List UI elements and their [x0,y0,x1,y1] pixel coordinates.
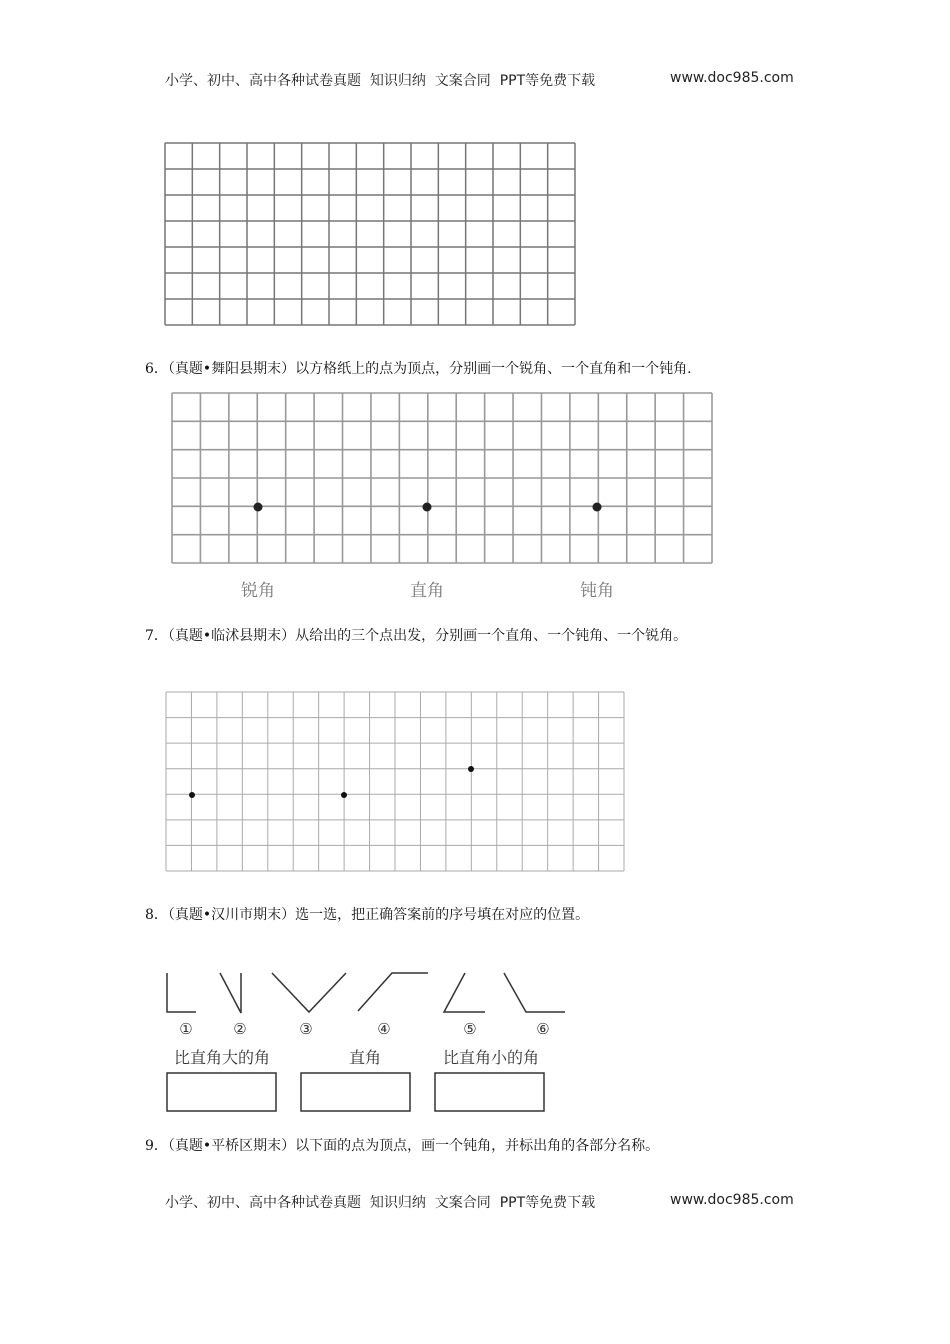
category-right: 直角 [348,1048,382,1067]
grid-q7 [166,692,624,871]
header-url: www.doc985.com [670,70,794,86]
label-acute: 锐角 [241,581,275,601]
question-8: 8．（真题•汉川市期末）选一选，把正确答案前的序号填在对应的位置。 [145,907,590,923]
vertex-dot [423,503,432,512]
vertex-dot [593,503,602,512]
angle-number-3: ③ [299,1020,313,1038]
answer-box-3 [435,1073,544,1111]
label-obtuse: 钝角 [580,581,614,601]
vertex-dot [468,766,474,772]
grid-q5 [165,143,575,325]
angle-figure-1 [167,973,196,1012]
angle-number-4: ④ [377,1020,391,1038]
angle-figure-5 [444,973,485,1012]
angle-figure-3 [272,973,346,1012]
angle-figure-4 [358,973,428,1011]
angle-number-1: ① [179,1020,193,1038]
header-text: 小学、初中、高中各种试卷真题 知识归纳 文案合同 PPT等免费下载 [165,73,596,89]
category-smaller: 比直角小的角 [442,1048,540,1067]
page-footer [165,1192,794,1212]
angle-figure-2 [220,973,241,1013]
question-9: 9．（真题•平桥区期末）以下面的点为顶点，画一个钝角，并标出角的各部分名称。 [145,1138,660,1154]
vertex-dot [189,792,195,798]
category-larger: 比直角大的角 [173,1048,271,1067]
answer-box-2 [301,1073,410,1111]
answer-box-1 [167,1073,276,1111]
question-7: 7．（真题•临沭县期末）从给出的三个点出发，分别画一个直角、一个钝角、一个锐角。 [145,628,688,644]
label-right: 直角 [410,581,444,601]
angle-number-5: ⑤ [463,1020,477,1038]
angle-number-2: ② [233,1020,247,1038]
vertex-dot [341,792,347,798]
vertex-dot [254,503,263,512]
grid-q6 [172,393,712,563]
angle-number-6: ⑥ [536,1020,550,1038]
footer-text: 小学、初中、高中各种试卷真题 知识归纳 文案合同 PPT等免费下载 [165,1195,596,1211]
question-6: 6．（真题•舞阳县期末）以方格纸上的点为顶点，分别画一个锐角、一个直角和一个钝角. [145,361,692,377]
footer-url: www.doc985.com [670,1192,794,1208]
angle-figure-6 [504,973,565,1012]
